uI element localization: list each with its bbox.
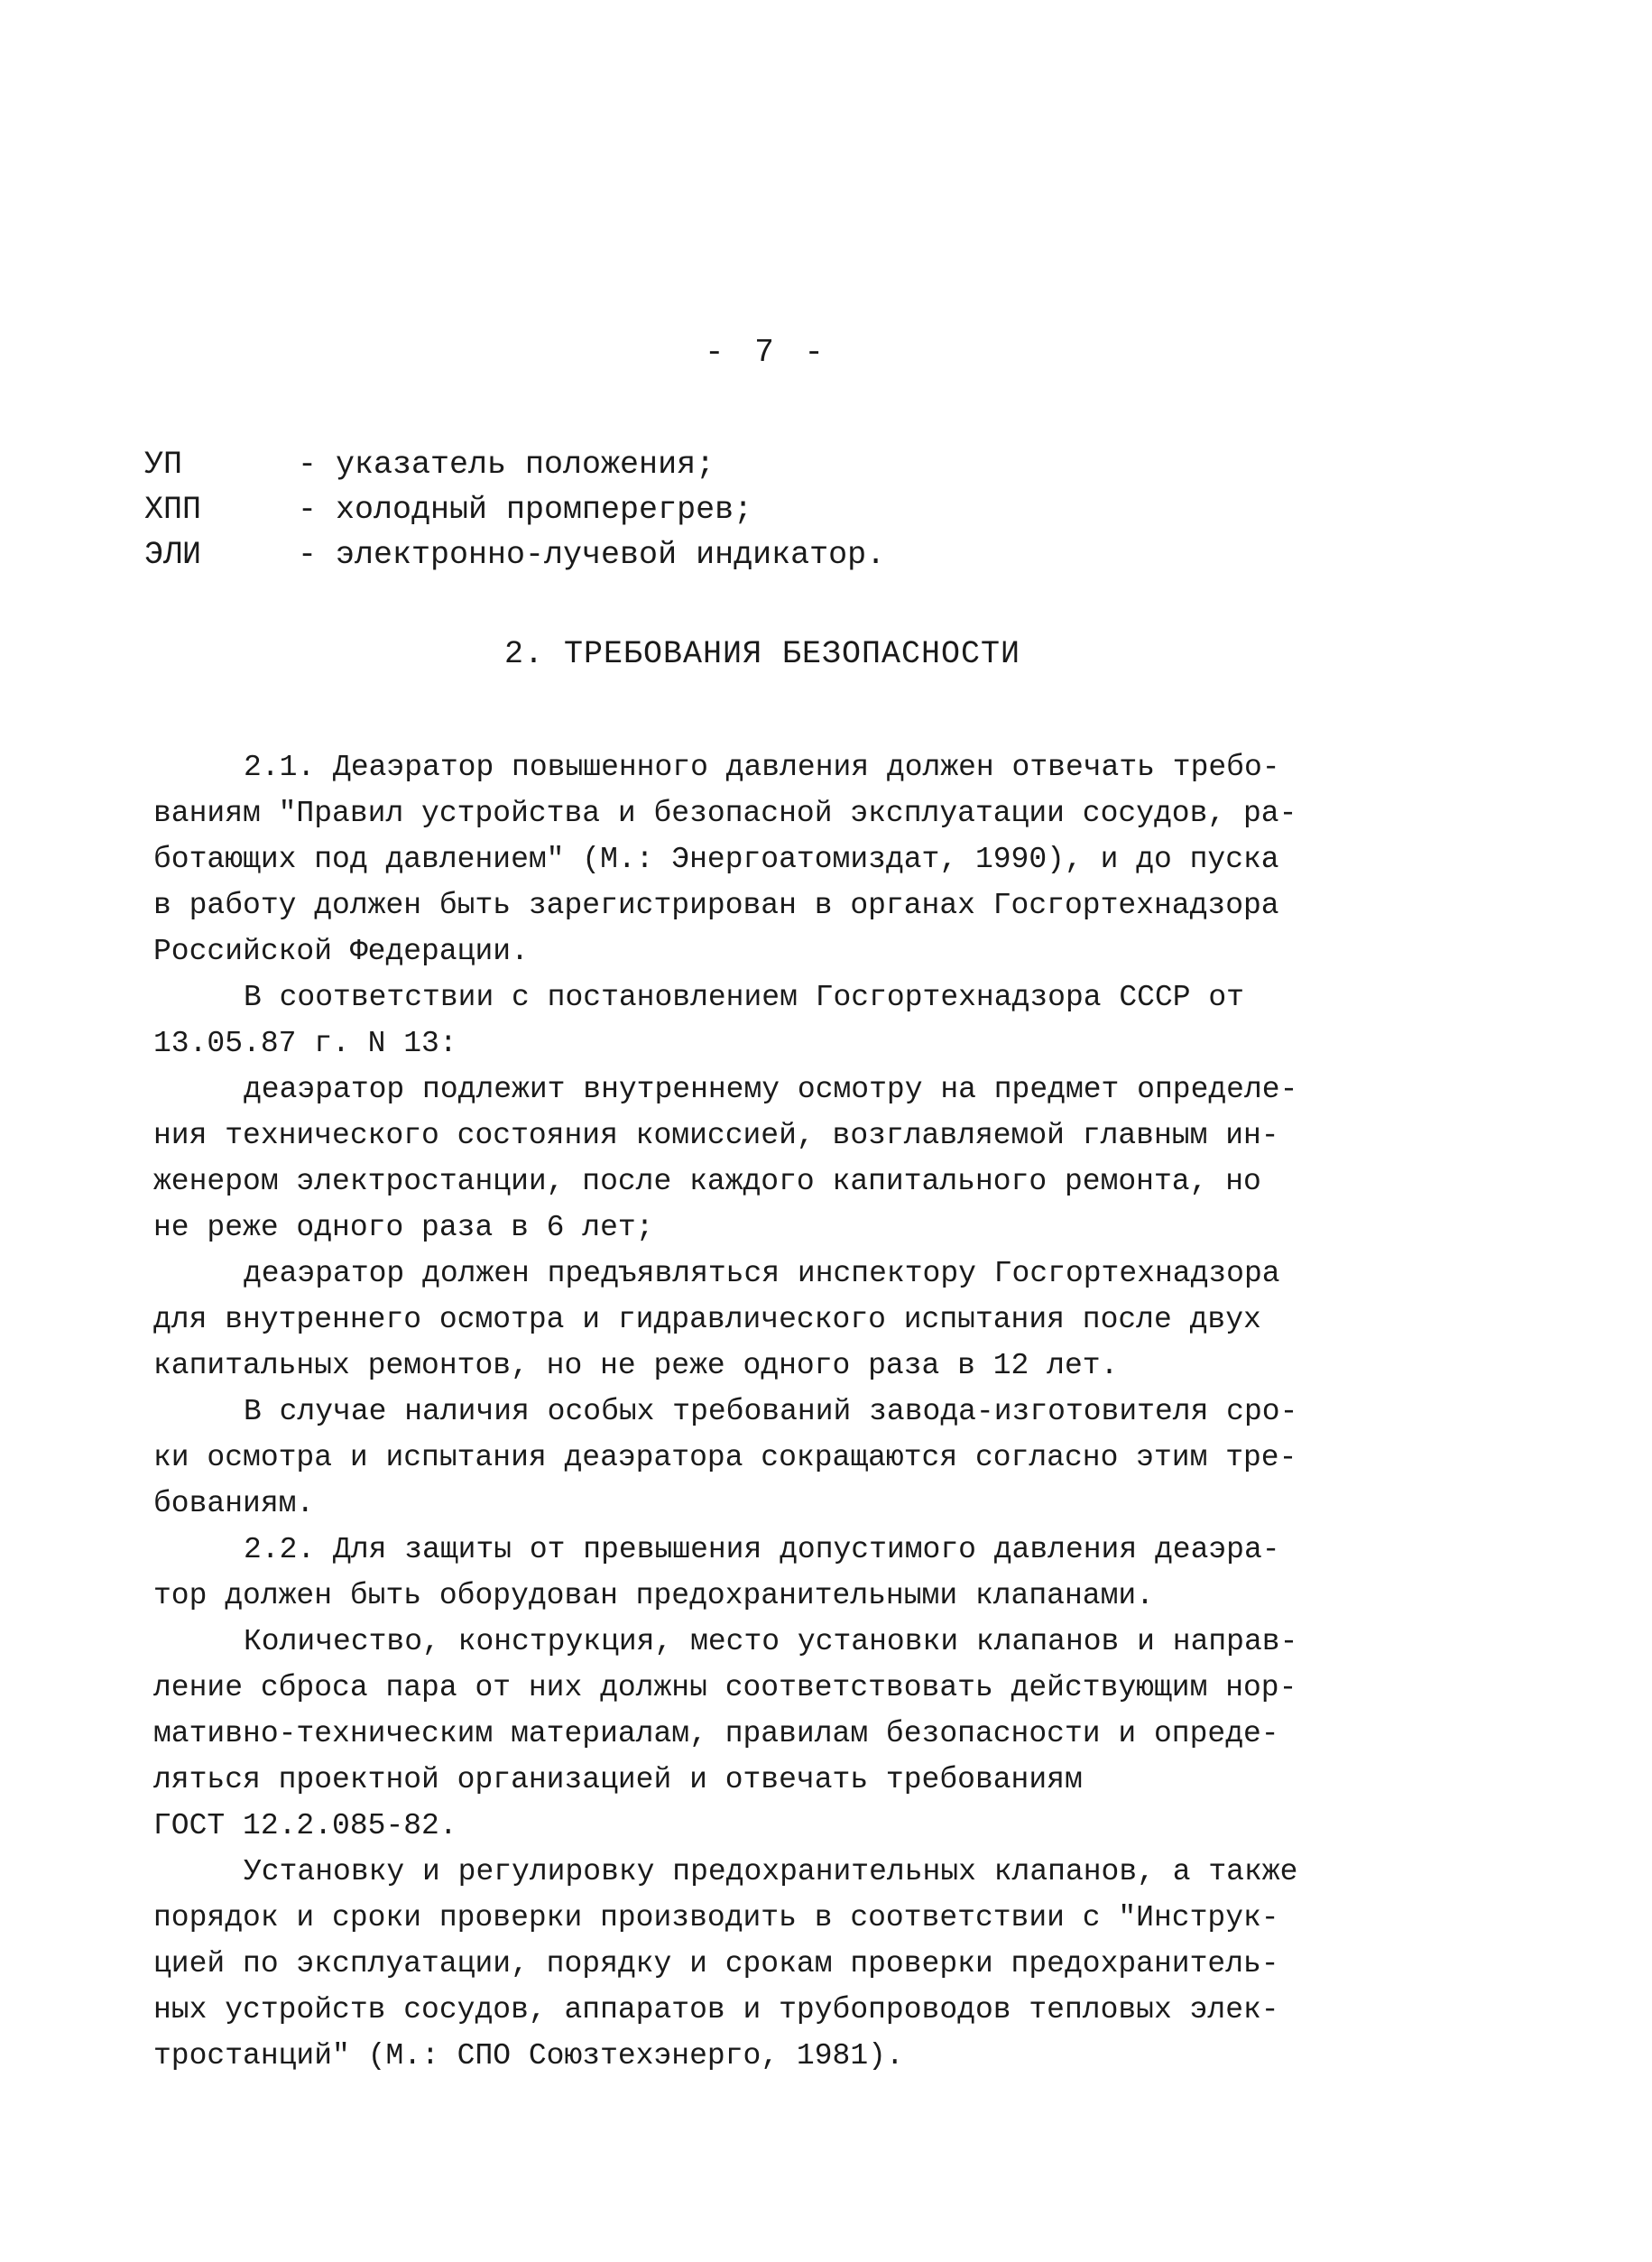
abbreviation-list	[144, 442, 885, 577]
text-line: порядок и сроки проверки производить в соответствии с "Инструк-	[153, 1901, 1279, 1934]
text-line: капитальных ремонтов, но не реже одного раза в 12 лет.	[153, 1349, 1119, 1382]
text-line: 2.1. Деаэратор повышенного давления должен отвечать требо-	[244, 751, 1280, 784]
text-line: в работу должен быть зарегистрирован в органах Госгортехнадзора	[153, 889, 1279, 922]
text-line: тростанций" (М.: СПО Союзтехэнерго, 1981).	[153, 2039, 904, 2073]
text-line: Российской Федерации.	[153, 935, 529, 968]
text-line: ботающих под давлением" (М.: Энергоатомиздат, 1990), и до пуска	[153, 843, 1279, 876]
text-line: тор должен быть оборудован предохранительными клапанами.	[153, 1579, 1154, 1612]
text-line: ния технического состояния комиссией, возглавляемой главным ин-	[153, 1119, 1279, 1152]
text-line: Количество, конструкция, место установки клапанов и направ-	[244, 1625, 1298, 1658]
abbreviation-row	[144, 442, 885, 487]
text-line: ГОСТ 12.2.085-82.	[153, 1809, 457, 1842]
abbreviation-code: УП	[144, 447, 183, 483]
text-line: деаэратор должен предъявляться инспектору Госгортехнадзора	[244, 1257, 1280, 1290]
text-line: женером электростанции, после каждого капитального ремонта, но	[153, 1165, 1261, 1198]
text-line: Установку и регулировку предохранительных клапанов, а также	[244, 1855, 1298, 1888]
text-line: В случае наличия особых требований завода-изготовителя сро-	[244, 1395, 1298, 1428]
text-line: ных устройств сосудов, аппаратов и трубопроводов тепловых элек-	[153, 1993, 1279, 2027]
abbreviation-row	[144, 487, 885, 532]
body-text	[153, 744, 1353, 2079]
abbreviation-description: - электронно-лучевой индикатор.	[298, 537, 886, 573]
section-heading: 2. ТРЕБОВАНИЯ БЕЗОПАСНОСТИ	[503, 636, 1021, 672]
abbreviation-code: ХПП	[144, 492, 202, 528]
text-line: 13.05.87 г. N 13:	[153, 1027, 457, 1060]
abbreviation-description: - указатель положения;	[298, 447, 715, 483]
text-line: для внутреннего осмотра и гидравлического испытания после двух	[153, 1303, 1261, 1336]
text-line: В соответствии с постановлением Госгортехнадзора СССР от	[244, 981, 1244, 1014]
text-line: ваниям "Правил устройства и безопасной эксплуатации сосудов, ра-	[153, 797, 1297, 830]
text-line: бованиям.	[153, 1487, 315, 1520]
page-number: - 7 -	[704, 334, 830, 371]
abbreviation-description: - холодный промперегрев;	[298, 492, 753, 528]
text-line: ление сброса пара от них должны соответствовать действующим нор-	[153, 1671, 1297, 1704]
text-line: 2.2. Для защиты от превышения допустимого давления деаэра-	[244, 1533, 1280, 1566]
text-line: ки осмотра и испытания деаэратора сокращаются согласно этим тре-	[153, 1441, 1297, 1474]
text-line: деаэратор подлежит внутреннему осмотру на предмет определе-	[244, 1073, 1298, 1106]
abbreviation-row	[144, 532, 885, 577]
text-line: мативно-техническим материалам, правилам безопасности и опреде-	[153, 1717, 1279, 1750]
text-line: ляться проектной организацией и отвечать требованиям	[153, 1763, 1083, 1796]
text-line: не реже одного раза в 6 лет;	[153, 1211, 654, 1244]
text-line: цией по эксплуатации, порядку и срокам проверки предохранитель-	[153, 1947, 1279, 1980]
abbreviation-code: ЭЛИ	[144, 537, 202, 573]
